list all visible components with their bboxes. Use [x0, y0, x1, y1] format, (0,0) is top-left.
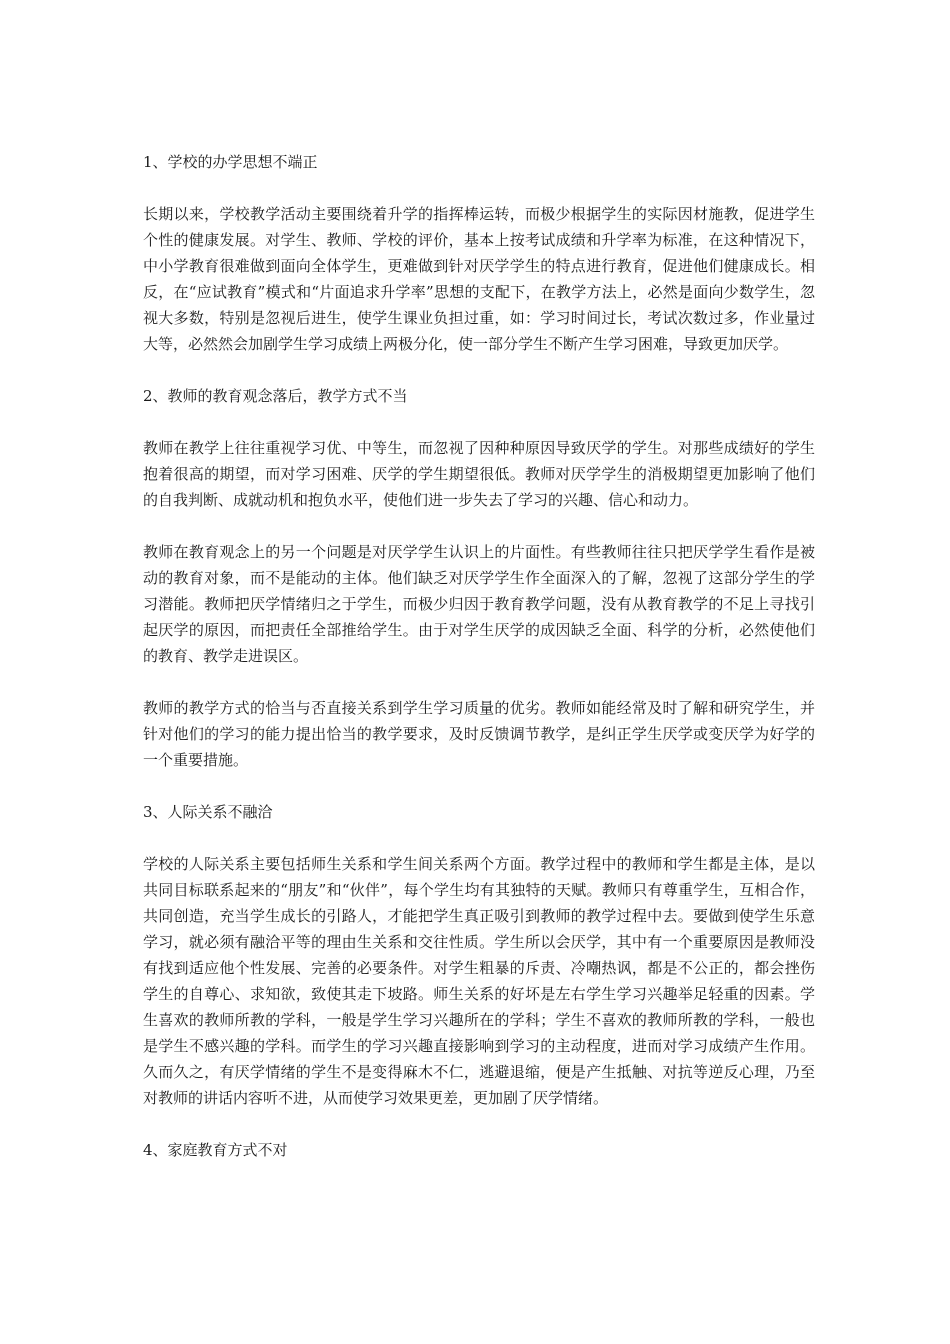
- section-2-paragraph-2: 教师在教育观念上的另一个问题是对厌学学生认识上的片面性。有些教师往往只把厌学学生看作是被动的教育对象，而不是能动的主体。他们缺乏对厌学学生作全面深入的了解，忽视了这部分学生的学习潜能。教师把厌学情绪归之于学生，而极少归因于教育教学问题，没有从教育教学的不足上寻找引起厌学的原因，而把责任全部推给学生。由于对学生厌学的成因缺乏全面、科学的分析，必然使他们的教育、教学走进误区。: [143, 543, 815, 665]
- section-3-paragraph-1: 学校的人际关系主要包括师生关系和学生间关系两个方面。教学过程中的教师和学生都是主体，是以共同目标联系起来的“朋友”和“伙伴”，每个学生均有其独特的天赋。教师只有尊重学生，互相合作，共同创造，充当学生成长的引路人，才能把学生真正吸引到教师的教学过程中去。要做到使学生乐意学习，就必须有融洽平等的理由生关系和交往性质。学生所以会厌学，其中有一个重要原因是教师没有找到适应他个性发展、完善的必要条件。对学生粗暴的斥责、冷嘲热讽，都是不公正的，都会挫伤学生的自尊心、求知欲，致使其走下坡路。师生关系的好坏是左右学生学习兴趣举足轻重的因素。学生喜欢的教师所教的学科，一般是学生学习兴趣所在的学科；学生不喜欢的教师所教的学科，一般也是学生不感兴趣的学科。而学生的学习兴趣直接影响到学习的主动程度，进而对学习成绩产生作用。久而久之，有厌学情绪的学生不是变得麻木不仁，逃避退缩，便是产生抵触、对抗等逆反心理，乃至对教师的讲话内容听不进，从而使学习效果更差，更加剧了厌学情绪。: [143, 855, 815, 1107]
- section-1-paragraph-1: 长期以来，学校教学活动主要围绕着升学的指挥棒运转，而极少根据学生的实际因材施教，促进学生个性的健康发展。对学生、教师、学校的评价，基本上按考试成绩和升学率为标准，在这种情况下，中小学教育很难做到面向全体学生，更难做到针对厌学学生的特点进行教育，促进他们健康成长。相反，在“应试教育”模式和“片面追求升学率”思想的支配下，在教学方法上，必然是面向少数学生，忽视大多数，特别是忽视后进生，使学生课业负担过重，如：学习时间过长，考试次数过多，作业量过大等，必然然会加剧学生学习成绩上两极分化，使一部分学生不断产生学习困难，导致更加厌学。: [143, 205, 815, 353]
- section-heading-1: 1、学校的办学思想不端正: [143, 153, 318, 171]
- section-heading-4: 4、家庭教育方式不对: [143, 1141, 288, 1159]
- document-body: [143, 149, 815, 1189]
- section-heading-2: 2、教师的教育观念落后，教学方式不当: [143, 387, 408, 405]
- section-2-paragraph-1: 教师在教学上往往重视学习优、中等生，而忽视了因种种原因导致厌学的学生。对那些成绩好的学生抱着很高的期望，而对学习困难、厌学的学生期望很低。教师对厌学学生的消极期望更加影响了他们的自我判断、成就动机和抱负水平，使他们进一步失去了学习的兴趣、信心和动力。: [143, 439, 815, 509]
- section-heading-3: 3、人际关系不融洽: [143, 803, 273, 821]
- section-2-paragraph-3: 教师的教学方式的恰当与否直接关系到学生学习质量的优劣。教师如能经常及时了解和研究学生，并针对他们的学习的能力提出恰当的教学要求，及时反馈调节教学，是纠正学生厌学或变厌学为好学的一个重要措施。: [143, 699, 815, 769]
